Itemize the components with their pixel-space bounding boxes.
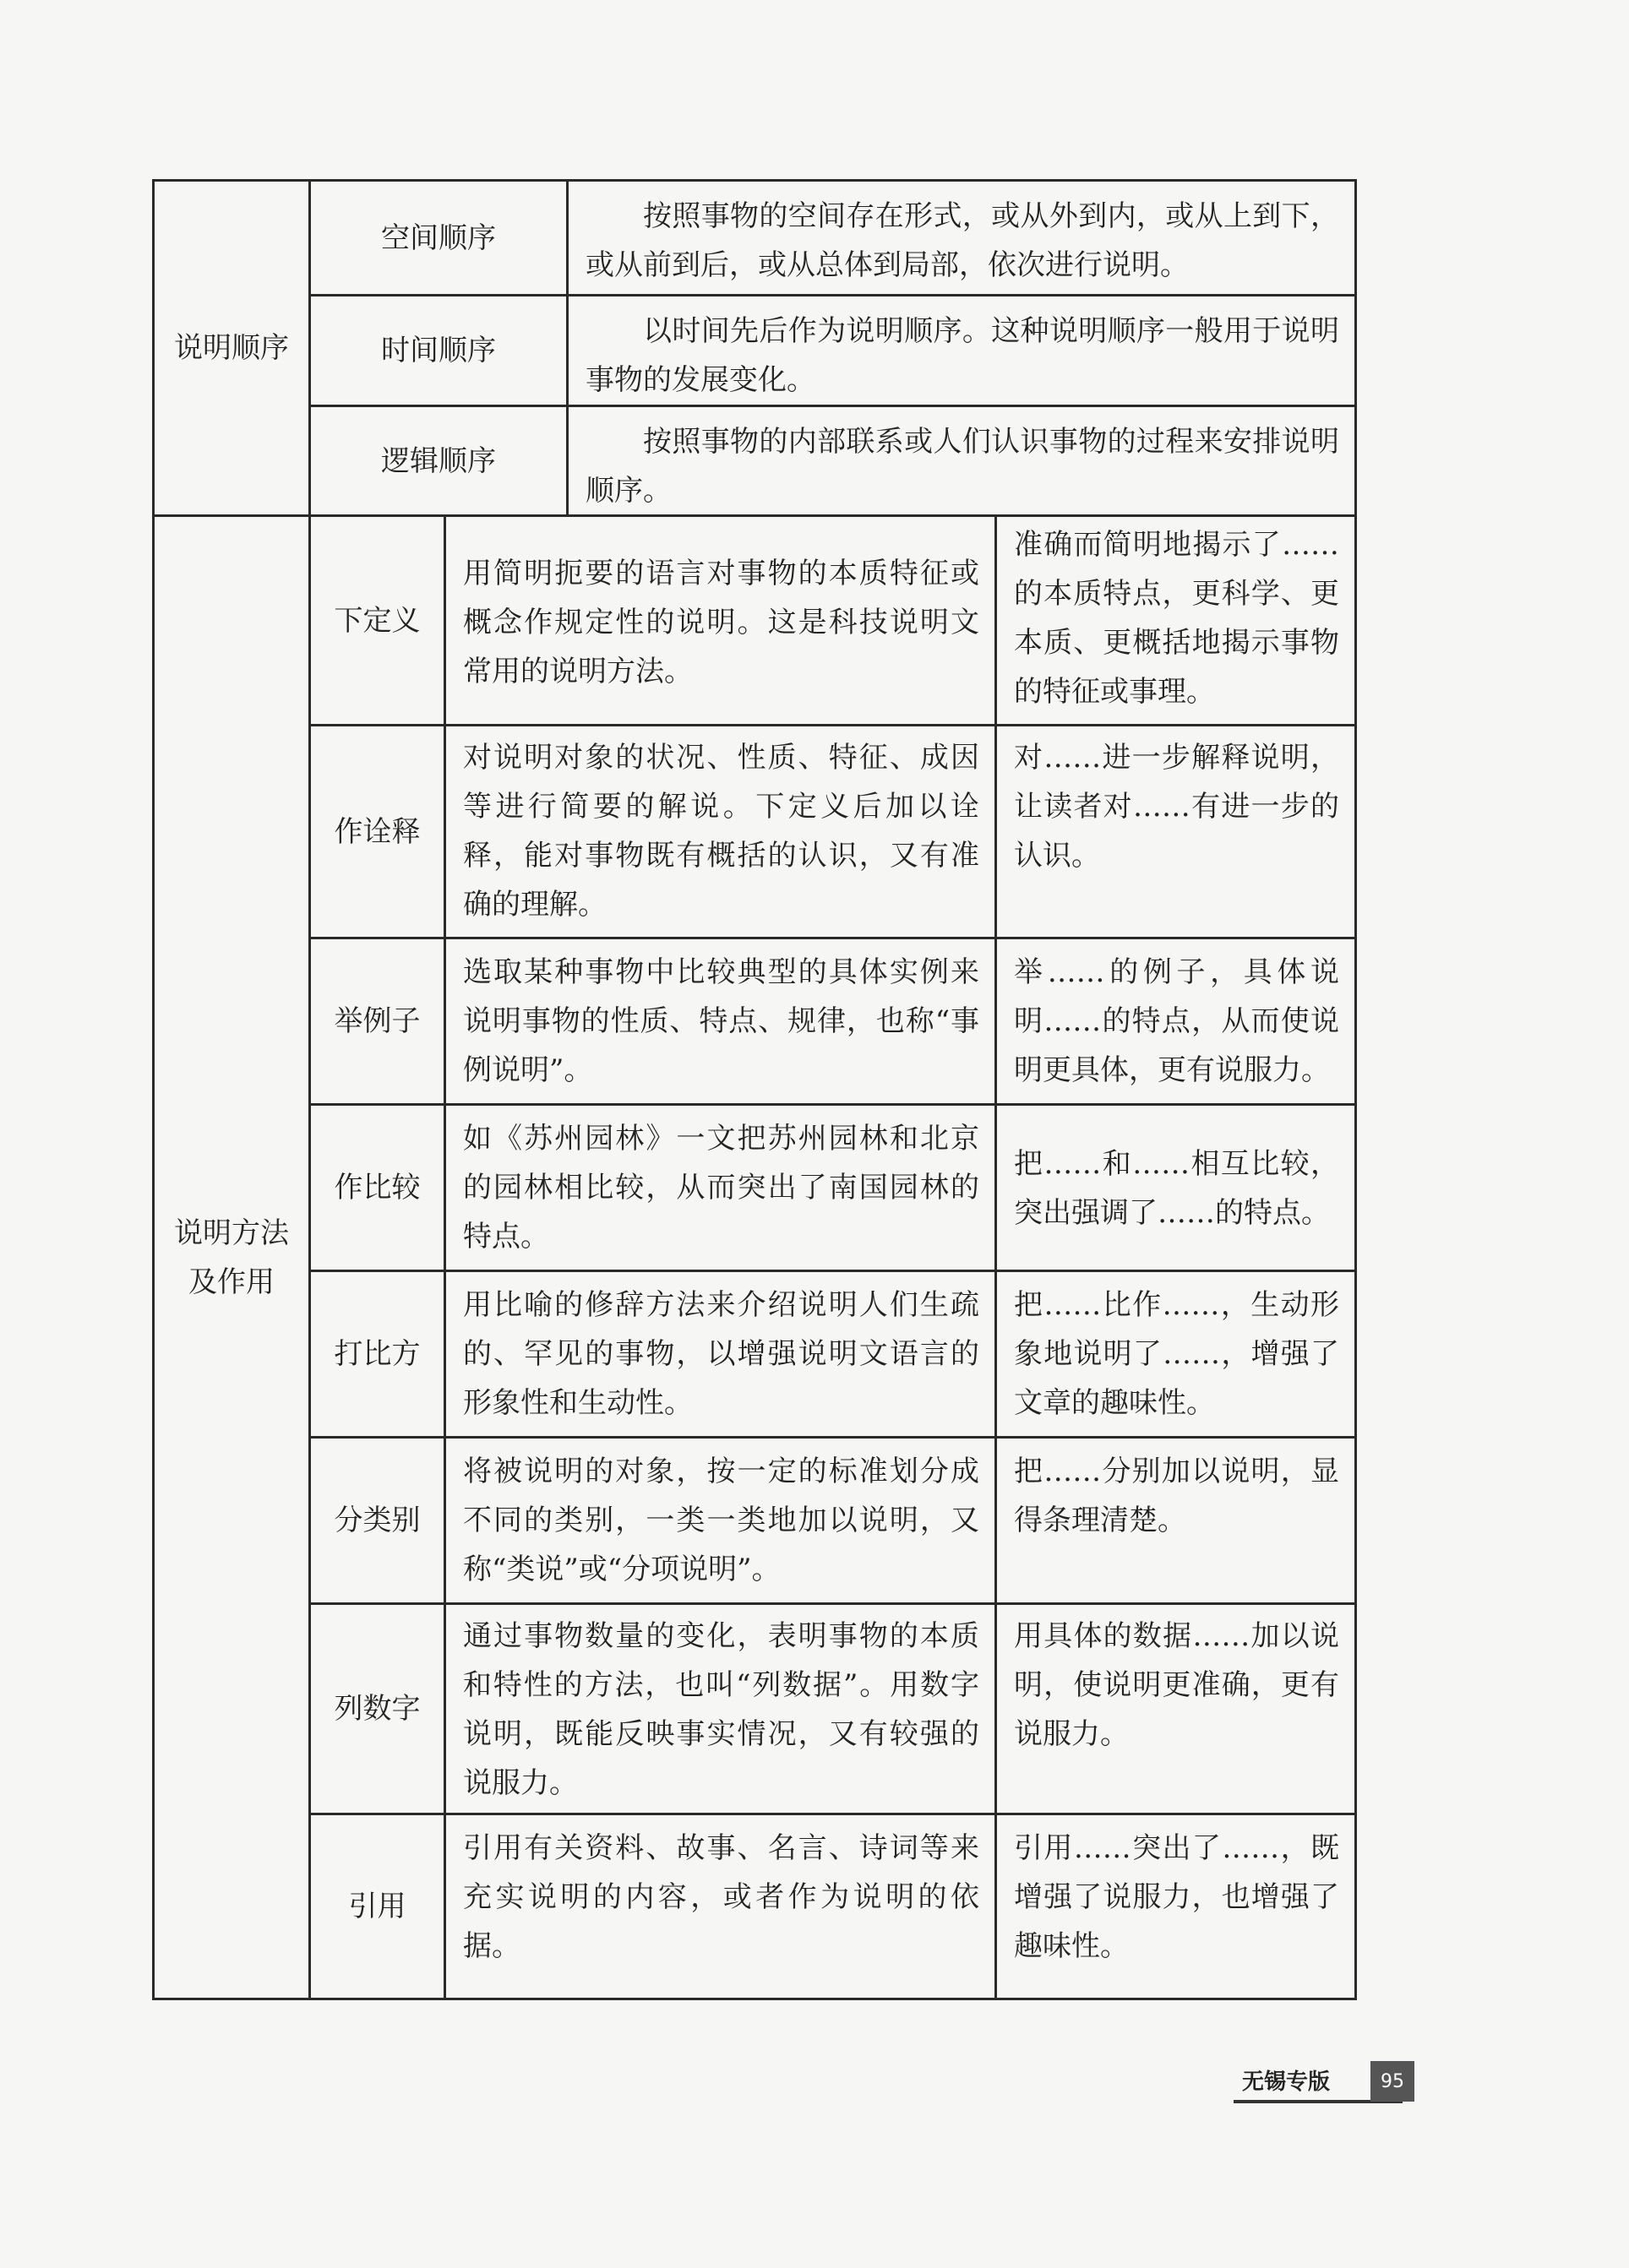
method-effect-cell: 举……的例子，具体说明……的特点，从而使说明更具体，更有说服力。 <box>994 937 1357 1106</box>
method-name-cell: 引用 <box>308 1813 446 2000</box>
method-effect-cell: 对……进一步解释说明，让读者对……有进一步的认识。 <box>994 724 1357 939</box>
page-number: 95 <box>1370 2061 1414 2102</box>
method-desc-cell: 如《苏州园林》一文把苏州园林和北京的园林相比较，从而突出了南国园林的特点。 <box>444 1103 997 1272</box>
method-desc-cell: 对说明对象的状况、性质、特征、成因等进行简要的解说。下定义后加以诠释，能对事物既有概括的认识，又有准确的理解。 <box>444 724 997 939</box>
method-effect-cell: 用具体的数据……加以说明，使说明更准确，更有说服力。 <box>994 1602 1357 1815</box>
method-desc-cell: 用比喻的修辞方法来介绍说明人们生疏的、罕见的事物，以增强说明文语言的形象性和生动性。 <box>444 1270 997 1439</box>
method-desc-cell: 通过事物数量的变化，表明事物的本质和特性的方法，也叫“列数据”。用数字说明，既能反映事实情况，又有较强的说服力。 <box>444 1602 997 1815</box>
methods-label-text: 说明方法及作用 <box>174 1216 289 1299</box>
order-desc-cell: 按照事物的空间存在形式，或从外到内，或从上到下，或从前到后，或从总体到局部，依次进行说明。 <box>566 179 1357 296</box>
method-effect-cell: 引用……突出了……，既增强了说服力，也增强了趣味性。 <box>994 1813 1357 2000</box>
method-name-cell: 下定义 <box>308 514 446 726</box>
order-section-label <box>152 179 311 517</box>
method-desc-cell: 将被说明的对象，按一定的标准划分成不同的类别，一类一类地加以说明，又称“类说”或“分项说明”。 <box>444 1436 997 1605</box>
method-desc-cell: 选取某种事物中比较典型的具体实例来说明事物的性质、特点、规律，也称“事例说明”。 <box>444 937 997 1106</box>
methods-section-label <box>152 514 311 2000</box>
method-desc-cell: 引用有关资料、故事、名言、诗词等来充实说明的内容，或者作为说明的依据。 <box>444 1813 997 2000</box>
order-desc-cell: 按照事物的内部联系或人们认识事物的过程来安排说明顺序。 <box>566 405 1357 517</box>
order-label-text: 说明顺序 <box>174 331 289 365</box>
edition-label: 无锡专版 <box>1242 2069 1331 2095</box>
method-name-cell: 举例子 <box>308 937 446 1106</box>
method-name-cell: 列数字 <box>308 1602 446 1815</box>
order-name-cell: 空间顺序 <box>308 179 569 296</box>
method-name-cell: 分类别 <box>308 1436 446 1605</box>
method-name-cell: 作诠释 <box>308 724 446 939</box>
method-effect-cell: 准确而简明地揭示了……的本质特点，更科学、更本质、更概括地揭示事物的特征或事理。 <box>994 514 1357 726</box>
method-effect-cell: 把……和……相互比较，突出强调了……的特点。 <box>994 1103 1357 1272</box>
method-effect-cell: 把……比作……，生动形象地说明了……，增强了文章的趣味性。 <box>994 1270 1357 1439</box>
method-name-cell: 打比方 <box>308 1270 446 1439</box>
order-name-cell: 时间顺序 <box>308 294 569 407</box>
method-effect-cell: 把……分别加以说明，显得条理清楚。 <box>994 1436 1357 1605</box>
method-desc-cell: 用简明扼要的语言对事物的本质特征或概念作规定性的说明。这是科技说明文常用的说明方法。 <box>444 514 997 726</box>
order-desc-cell: 以时间先后作为说明顺序。这种说明顺序一般用于说明事物的发展变化。 <box>566 294 1357 407</box>
method-name-cell: 作比较 <box>308 1103 446 1272</box>
order-name-cell: 逻辑顺序 <box>308 405 569 517</box>
